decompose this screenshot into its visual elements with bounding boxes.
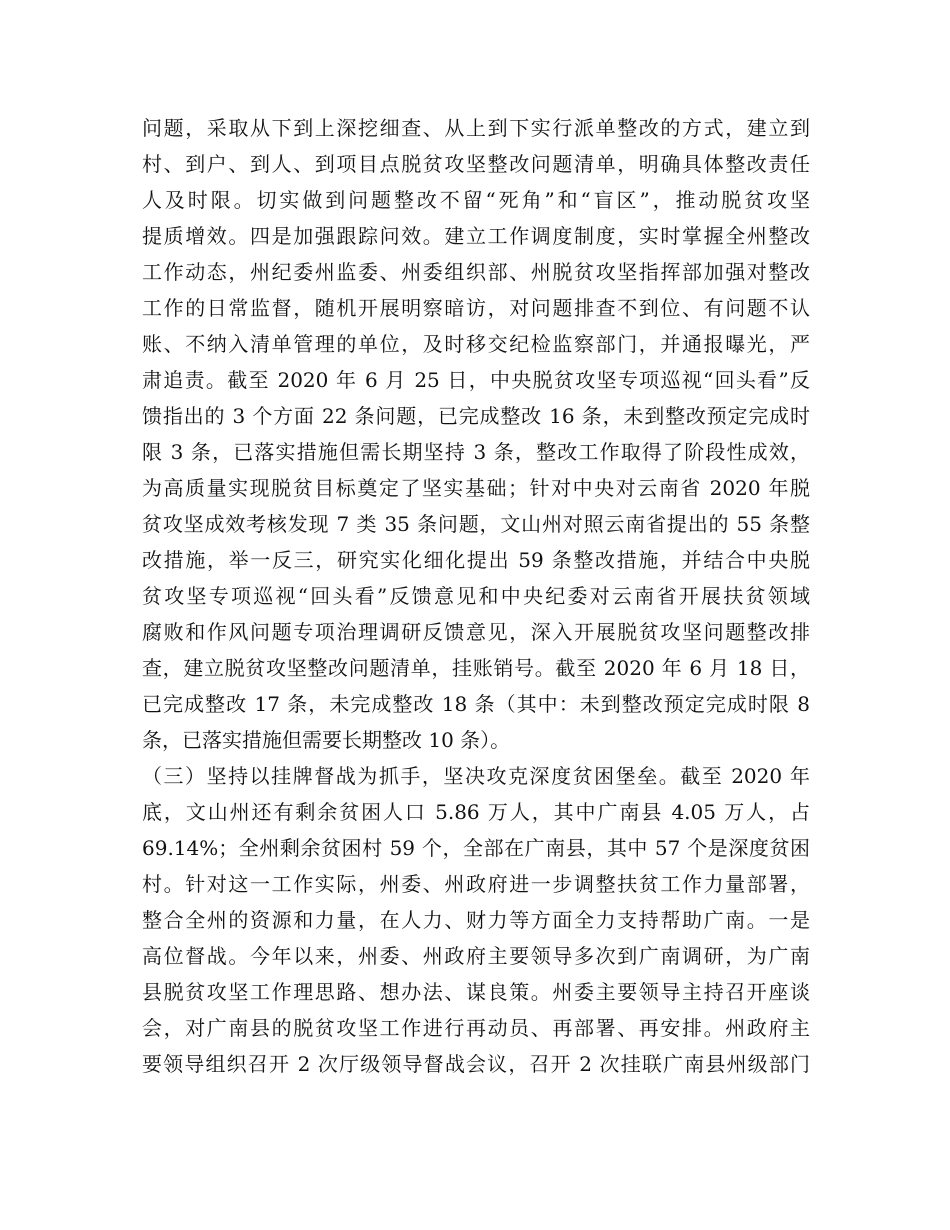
text-line: 要领导组织召开 2 次厅级领导督战会议，召开 2 次挂联广南县州级部门 xyxy=(142,1052,810,1076)
text-line: 账、不纳入清单管理的单位，及时移交纪检监察部门，并通报曝光，严 xyxy=(142,332,810,356)
text-line: 限 3 条，已落实措施但需长期坚持 3 条，整改工作取得了阶段性成效， xyxy=(142,440,810,464)
text-line: 工作的日常监督，随机开展明察暗访，对问题排查不到位、有问题不认 xyxy=(142,296,810,320)
section-heading-line: （三）坚持以挂牌督战为抓手，坚决攻克深度贫困堡垒。截至 2020 年 xyxy=(142,764,810,788)
body-text xyxy=(142,110,810,1082)
text-line: 已完成整改 17 条，未完成整改 18 条（其中：未到整改预定完成时限 8 xyxy=(142,692,810,716)
text-line: 贫攻坚专项巡视“回头看”反馈意见和中央纪委对云南省开展扶贫领域 xyxy=(142,584,810,608)
text-line: 69.14%；全州剩余贫困村 59 个，全部在广南县，其中 57 个是深度贫困 xyxy=(142,836,810,860)
text-line: 县脱贫攻坚工作理思路、想办法、谋良策。州委主要领导主持召开座谈 xyxy=(142,980,810,1004)
text-line: 问题，采取从下到上深挖细查、从上到下实行派单整改的方式，建立到 xyxy=(142,116,810,140)
text-line: 馈指出的 3 个方面 22 条问题，已完成整改 16 条，未到整改预定完成时 xyxy=(142,404,810,428)
text-line: 查，建立脱贫攻坚整改问题清单，挂账销号。截至 2020 年 6 月 18 日， xyxy=(142,656,810,680)
text-line: 肃追责。截至 2020 年 6 月 25 日，中央脱贫攻坚专项巡视“回头看”反 xyxy=(142,368,810,392)
text-line: 村、到户、到人、到项目点脱贫攻坚整改问题清单，明确具体整改责任 xyxy=(142,152,810,176)
text-line: 改措施，举一反三，研究实化细化提出 59 条整改措施，并结合中央脱 xyxy=(142,548,810,572)
text-line: 条，已落实措施但需要长期整改 10 条）。 xyxy=(142,728,511,752)
text-line: 整合全州的资源和力量，在人力、财力等方面全力支持帮助广南。一是 xyxy=(142,908,810,932)
text-line: 底，文山州还有剩余贫困人口 5.86 万人，其中广南县 4.05 万人，占 xyxy=(142,800,810,824)
text-line: 提质增效。四是加强跟踪问效。建立工作调度制度，实时掌握全州整改 xyxy=(142,224,810,248)
text-line: 人及时限。切实做到问题整改不留“死角”和“盲区”，推动脱贫攻坚 xyxy=(142,188,810,212)
text-line: 为高质量实现脱贫目标奠定了坚实基础；针对中央对云南省 2020 年脱 xyxy=(142,476,810,500)
text-line: 村。针对这一工作实际，州委、州政府进一步调整扶贫工作力量部署， xyxy=(142,872,810,896)
text-line: 工作动态，州纪委州监委、州委组织部、州脱贫攻坚指挥部加强对整改 xyxy=(142,260,810,284)
text-line: 会，对广南县的脱贫攻坚工作进行再动员、再部署、再安排。州政府主 xyxy=(142,1016,810,1040)
text-line: 贫攻坚成效考核发现 7 类 35 条问题，文山州对照云南省提出的 55 条整 xyxy=(142,512,810,536)
text-line: 腐败和作风问题专项治理调研反馈意见，深入开展脱贫攻坚问题整改排 xyxy=(142,620,810,644)
text-line: 高位督战。今年以来，州委、州政府主要领导多次到广南调研，为广南 xyxy=(142,944,810,968)
